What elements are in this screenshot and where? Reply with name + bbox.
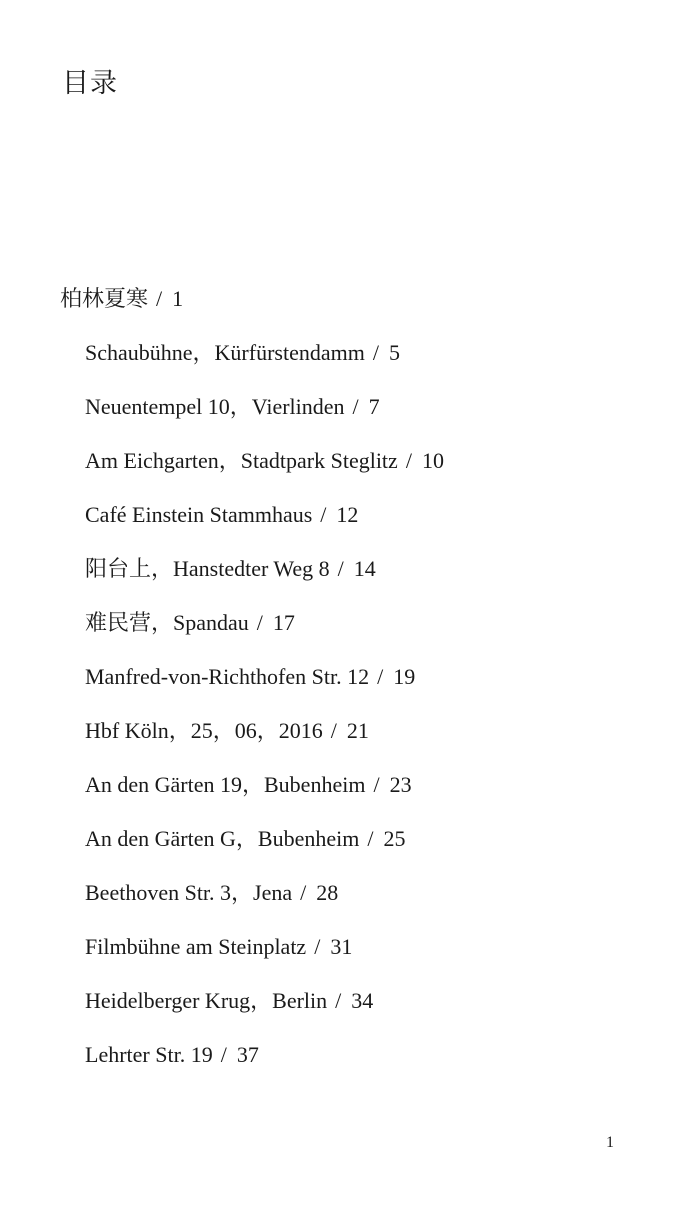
- toc-entry-page: 23: [389, 772, 412, 797]
- toc-entry-page: 12: [336, 502, 359, 527]
- toc-separator: /: [372, 340, 379, 365]
- toc-entry-title: An den Gärten G，Bubenheim: [85, 826, 360, 851]
- toc-entry-title: Filmbühne am Steinplatz: [85, 934, 307, 959]
- toc-entry-page: 5: [388, 340, 400, 365]
- toc-entry[interactable]: [85, 338, 400, 368]
- toc-entry-title: Schaubühne，Kürfürstendamm: [85, 340, 365, 365]
- toc-separator: /: [330, 718, 337, 743]
- toc-entry[interactable]: [85, 878, 338, 908]
- toc-entry[interactable]: [85, 932, 352, 962]
- toc-separator: /: [337, 556, 344, 581]
- toc-entry[interactable]: [85, 770, 412, 800]
- toc-entry[interactable]: [85, 392, 380, 422]
- toc-separator: /: [352, 394, 359, 419]
- toc-separator: /: [320, 502, 327, 527]
- toc-entry-title: Manfred-von-Richthofen Str. 12: [85, 664, 370, 689]
- toc-separator: /: [300, 880, 307, 905]
- toc-entry-page: 31: [330, 934, 353, 959]
- toc-separator: /: [335, 988, 342, 1013]
- toc-separator: /: [314, 934, 321, 959]
- toc-entry-page: 25: [383, 826, 406, 851]
- toc-entry-title: Café Einstein Stammhaus: [85, 502, 313, 527]
- toc-entry-page: 19: [393, 664, 416, 689]
- toc-entry-title: Beethoven Str. 3，Jena: [85, 880, 293, 905]
- toc-entry[interactable]: [85, 716, 369, 746]
- toc-entry-page: 34: [351, 988, 374, 1013]
- toc-entry-page: 14: [353, 556, 376, 581]
- toc-entry[interactable]: [60, 284, 183, 314]
- toc-separator: /: [373, 772, 380, 797]
- toc-entry-title: Am Eichgarten，Stadtpark Steglitz: [85, 448, 398, 473]
- toc-entry[interactable]: [85, 608, 295, 638]
- toc-entry-title: Hbf Köln，25，06，2016: [85, 718, 323, 743]
- toc-entry-page: 17: [272, 610, 295, 635]
- toc-separator: /: [220, 1042, 227, 1067]
- toc-entry[interactable]: [85, 554, 376, 584]
- toc-entry-page: 21: [346, 718, 369, 743]
- toc-separator: /: [256, 610, 263, 635]
- toc-entry-title: Neuentempel 10，Vierlinden: [85, 394, 345, 419]
- toc-separator: /: [156, 286, 163, 311]
- toc-entry-title: Heidelberger Krug，Berlin: [85, 988, 328, 1013]
- toc-entry[interactable]: [85, 500, 358, 530]
- toc-entry[interactable]: [85, 662, 415, 692]
- toc-entry[interactable]: [85, 446, 444, 476]
- toc-entry-title: 阳台上，Hanstedter Weg 8: [85, 556, 330, 581]
- toc-entry-page: 37: [236, 1042, 259, 1067]
- toc-separator: /: [405, 448, 412, 473]
- toc-entry-title: 难民营，Spandau: [85, 610, 249, 635]
- toc-entry-page: 7: [368, 394, 380, 419]
- toc-entry-page: 1: [172, 286, 184, 311]
- toc-entry[interactable]: [85, 1040, 259, 1070]
- toc-entry-title: An den Gärten 19，Bubenheim: [85, 772, 366, 797]
- toc-entry[interactable]: [85, 986, 373, 1016]
- toc-entry-page: 10: [421, 448, 444, 473]
- toc-entry-title: Lehrter Str. 19: [85, 1042, 213, 1067]
- toc-entry[interactable]: [85, 824, 405, 854]
- page-title: 目录: [62, 68, 118, 99]
- toc-entry-page: 28: [316, 880, 339, 905]
- page-number: 1: [606, 1134, 614, 1151]
- toc-separator: /: [367, 826, 374, 851]
- toc-separator: /: [377, 664, 384, 689]
- toc-entry-title: 柏林夏寒: [60, 286, 149, 311]
